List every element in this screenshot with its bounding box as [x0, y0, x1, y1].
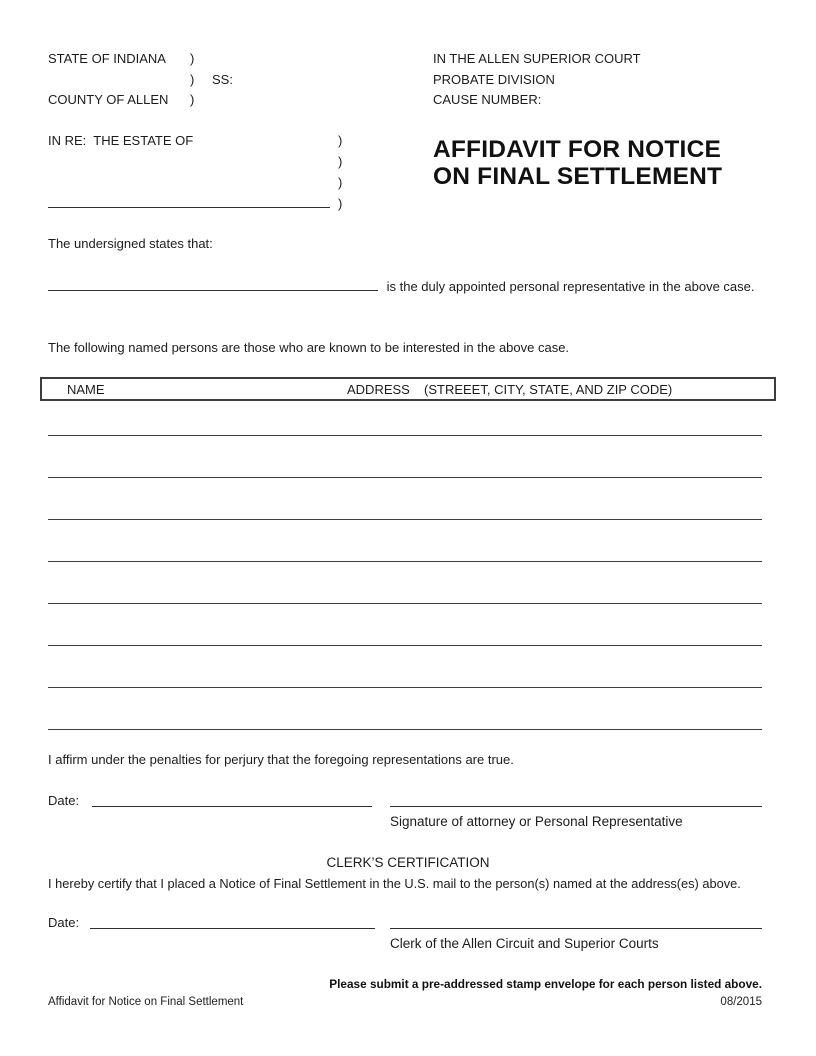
caption-paren-3: ) — [190, 92, 195, 107]
entry-line[interactable] — [48, 562, 762, 604]
form-title — [433, 136, 722, 190]
division-label: PROBATE DIVISION — [433, 71, 555, 87]
footer-revision-date: 08/2015 — [720, 996, 762, 1008]
entry-line[interactable] — [48, 478, 762, 520]
cause-number-label: CAUSE NUMBER: — [433, 92, 542, 107]
clerk-date-label: Date: — [48, 915, 80, 930]
in-re-paren-1: ) — [338, 133, 343, 148]
envelope-note: Please submit a pre-addressed stamp envelope for each person listed above. — [329, 977, 762, 991]
affirmation-statement: I affirm under the penalties for perjury that the foregoing representations are true. — [48, 752, 514, 767]
entry-line[interactable] — [48, 604, 762, 646]
footer-form-name: Affidavit for Notice on Final Settlement — [48, 996, 244, 1008]
signature-date-line[interactable] — [92, 793, 372, 807]
ss-label: SS: — [212, 71, 233, 87]
court-label: IN THE ALLEN SUPERIOR COURT — [433, 51, 641, 66]
entry-line[interactable] — [48, 646, 762, 688]
column-header-address: ADDRESS — [347, 382, 410, 397]
column-header-address-detail: (STREEET, CITY, STATE, AND ZIP CODE) — [424, 382, 673, 397]
in-re-paren-3: ) — [338, 175, 343, 190]
state-label: STATE OF INDIANA — [48, 51, 166, 66]
entry-line[interactable] — [48, 520, 762, 562]
clerk-date-line[interactable] — [90, 915, 375, 929]
clerk-signature-line[interactable] — [390, 915, 762, 929]
estate-name-line[interactable] — [48, 194, 330, 208]
caption-paren-2: ) — [190, 71, 195, 87]
signature-date-label: Date: — [48, 793, 80, 808]
personal-representative-name-line[interactable] — [48, 276, 378, 291]
clerk-signature-caption: Clerk of the Allen Circuit and Superior Courts — [390, 936, 659, 951]
caption-paren-1: ) — [190, 51, 195, 66]
clerk-certification-text: I hereby certify that I placed a Notice of Final Settlement in the U.S. mail to the person(s) named at the address(es) above. — [48, 876, 741, 891]
entry-line[interactable] — [48, 394, 762, 436]
signature-line[interactable] — [390, 793, 762, 807]
in-re-paren-2: ) — [338, 154, 343, 169]
interested-persons-lines — [48, 394, 762, 730]
in-re-paren-4: ) — [338, 196, 343, 211]
undersigned-statement: The undersigned states that: — [48, 236, 213, 251]
county-label: COUNTY OF ALLEN — [48, 92, 169, 107]
entry-line[interactable] — [48, 688, 762, 730]
form-title-line-2: ON FINAL SETTLEMENT — [433, 163, 723, 190]
signature-caption: Signature of attorney or Personal Representative — [390, 814, 683, 829]
column-header-name: NAME — [67, 382, 105, 397]
entry-line[interactable] — [48, 436, 762, 478]
clerk-certification-heading: CLERK’S CERTIFICATION — [326, 855, 490, 870]
interested-persons-intro: The following named persons are those who are known to be interested in the above case. — [48, 340, 570, 355]
representative-row — [48, 276, 754, 294]
in-re-label: IN RE: THE ESTATE OF — [48, 133, 194, 148]
duly-appointed-text: is the duly appointed personal representative in the above case. — [386, 279, 755, 294]
form-title-line-1: AFFIDAVIT FOR NOTICE — [433, 136, 721, 163]
